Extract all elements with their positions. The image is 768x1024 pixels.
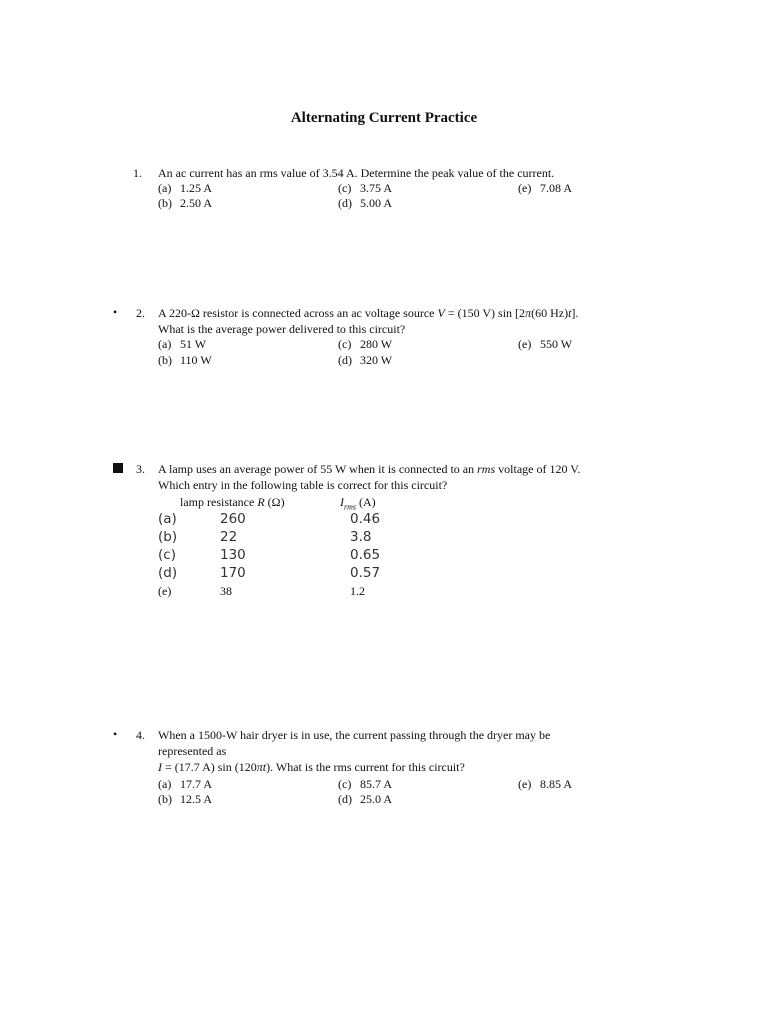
option-letter: (a): [158, 181, 172, 195]
option-text: 25.0 A: [360, 792, 393, 806]
square-bullet-icon: [113, 463, 123, 473]
option-c[interactable]: [338, 180, 392, 196]
question-text: A 220-Ω resistor is connected across an ac voltage source V = (150 V) sin [2π(60 Hz)t].: [158, 306, 579, 320]
option-text: 110 W: [180, 353, 212, 367]
table-cell-resistance: 130: [220, 547, 246, 563]
question-text-line-3: I = (17.7 A) sin (120πt). What is the rms current for this circuit?: [158, 760, 465, 774]
table-cell-resistance: 260: [220, 511, 246, 527]
question-text-line-2: What is the average power delivered to this circuit?: [158, 322, 406, 336]
bullet-dot: •: [113, 305, 118, 319]
option-text: 51 W: [180, 337, 207, 351]
option-text: 17.7 A: [180, 777, 213, 791]
option-text: 85.7 A: [360, 777, 393, 791]
option-text: 5.00 A: [360, 196, 393, 210]
option-text: 2.50 A: [180, 196, 213, 210]
table-cell-current: 0.46: [350, 511, 381, 527]
table-cell-current: 1.2: [350, 584, 365, 598]
option-letter: (c): [338, 777, 352, 791]
option-letter: (b): [158, 792, 172, 806]
option-b[interactable]: [158, 195, 212, 211]
question-text-line-2: represented as: [158, 744, 227, 758]
question-number: 3.: [136, 462, 145, 476]
table-header-current: $I_{rms}$ (A): [340, 495, 376, 512]
option-letter: (e): [518, 337, 532, 351]
option-a[interactable]: [158, 776, 212, 792]
question-number: 4.: [136, 728, 145, 742]
option-letter: (c): [338, 181, 352, 195]
option-d[interactable]: [338, 791, 392, 807]
table-cell-current: 3.8: [350, 529, 372, 545]
option-b[interactable]: [158, 791, 212, 807]
option-letter: (b): [158, 353, 172, 367]
option-text: 12.5 A: [180, 792, 213, 806]
option-text: 8.85 A: [540, 777, 573, 791]
option-d[interactable]: [338, 195, 392, 211]
table-row-letter[interactable]: (a): [158, 511, 177, 527]
table-cell-resistance: 38: [220, 584, 232, 598]
table-cell-resistance: 170: [220, 565, 246, 581]
option-c[interactable]: [338, 336, 392, 352]
option-text: 550 W: [540, 337, 573, 351]
question-number: 2.: [136, 306, 145, 320]
table-header-resistance: lamp resistance R (Ω): [180, 495, 285, 509]
question-text: An ac current has an rms value of 3.54 A. Determine the peak value of the current.: [158, 166, 555, 180]
option-text: 280 W: [360, 337, 393, 351]
question-text: A lamp uses an average power of 55 W when it is connected to an rms voltage of 120 V.: [158, 462, 581, 476]
option-a[interactable]: [158, 336, 206, 352]
option-letter: (c): [338, 337, 352, 351]
question-number: 1.: [133, 166, 142, 180]
option-letter: (d): [338, 792, 352, 806]
table-cell-current: 0.65: [350, 547, 381, 563]
question-text-line-2: Which entry in the following table is correct for this circuit?: [158, 478, 448, 492]
table-row-letter[interactable]: (b): [158, 529, 178, 545]
option-text: 3.75 A: [360, 181, 393, 195]
option-c[interactable]: [338, 776, 392, 792]
table-row-letter[interactable]: (c): [158, 547, 176, 563]
option-e[interactable]: [518, 180, 572, 196]
table-row-letter[interactable]: (e): [158, 584, 172, 598]
bullet-dot: •: [113, 727, 118, 741]
question-text: When a 1500-W hair dryer is in use, the current passing through the dryer may be: [158, 728, 551, 742]
option-text: 7.08 A: [540, 181, 573, 195]
option-letter: (e): [518, 777, 532, 791]
option-letter: (a): [158, 337, 172, 351]
option-text: 1.25 A: [180, 181, 213, 195]
option-letter: (b): [158, 196, 172, 210]
option-letter: (e): [518, 181, 532, 195]
option-e[interactable]: [518, 776, 572, 792]
page-title: Alternating Current Practice: [290, 110, 478, 126]
option-text: 320 W: [360, 353, 393, 367]
option-a[interactable]: [158, 180, 212, 196]
table-cell-resistance: 22: [220, 529, 238, 545]
option-letter: (a): [158, 777, 172, 791]
table-cell-current: 0.57: [350, 565, 381, 581]
option-d[interactable]: [338, 352, 392, 368]
option-letter: (d): [338, 196, 352, 210]
option-e[interactable]: [518, 336, 572, 352]
option-letter: (d): [338, 353, 352, 367]
option-b[interactable]: [158, 352, 212, 368]
table-row-letter[interactable]: (d): [158, 565, 178, 581]
